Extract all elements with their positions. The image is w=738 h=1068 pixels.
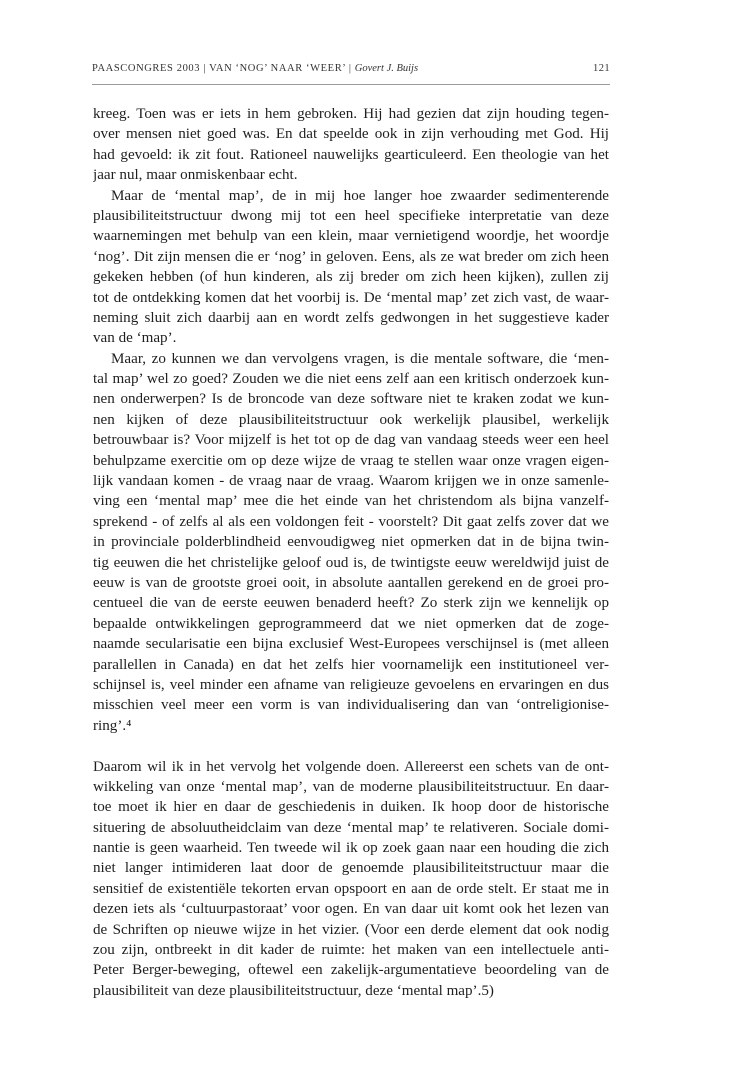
author-name: Govert J. Buijs <box>354 63 419 74</box>
text-line: naamde secularisatie een bijna exclusief West-Europees verschijnsel is (met alleen <box>93 636 609 653</box>
text-line: toe moet ik hier en daar de geschiedenis in duiken. Ik hoop door de historische <box>93 799 609 816</box>
text-line: behulpzame exercitie om op deze wijze de vraag te stellen waar onze vragen eigen- <box>93 452 609 469</box>
text-line: ‘nog’. Dit zijn mensen die er ‘nog’ in geloven. Eens, als ze wat breder om zich heen <box>93 248 609 265</box>
paragraph <box>93 186 609 349</box>
text-line: niet langer intimideren laat door de genoemde plausibiliteitstructuur maar die <box>93 860 609 877</box>
text-line: Daarom wil ik in het vervolg het volgende doen. Allereerst een schets van de ont- <box>93 758 609 775</box>
running-head-title <box>92 63 418 74</box>
text-line: sensitief de existentiële tekorten ervan opspoort en aan de orde stelt. Er staat me in <box>93 880 609 897</box>
paragraph <box>93 757 609 1002</box>
text-line: dezen iets als ‘cultuurpastoraat’ voor ogen. En van daar uit komt ook het lezen van <box>93 901 609 918</box>
paragraph <box>93 349 609 736</box>
text-line: waarnemingen met behulp van een klein, maar vernietigend woordje, het woordje <box>93 228 609 245</box>
text-line: ring’.⁴ <box>93 717 132 734</box>
text-line: jaar nul, maar onmiskenbaar echt. <box>93 167 298 184</box>
text-line: van de ‘map’. <box>93 330 177 347</box>
text-line: kreeg. Toen was er iets in hem gebroken. Hij had gezien dat zijn houding tegen- <box>93 106 609 122</box>
running-head <box>92 63 610 79</box>
text-line: zou zijn, ontbreekt in dit kader de ruimte: het maken van een intellectuele anti- <box>93 942 609 959</box>
text-line: de Schriften op nieuwe wijze in het vizier. (Voor een derde element dat ook nodig <box>93 921 609 938</box>
text-line: parallellen in Canada) en dat het zelfs hier voornamelijk een institutioneel ver- <box>93 656 609 673</box>
text-line: lijk vandaan komen - de vraag naar de vraag. Waarom krijgen we in onze samenle- <box>93 473 609 490</box>
page-number: 121 <box>593 63 610 74</box>
text-line: ving een ‘mental map’ mee die het einde van het christendom als bijna vanzelf- <box>93 493 609 510</box>
text-line: betrouwbaar is? Voor mijzelf is het tot op de dag van vandaag steeds weer een heel <box>93 432 609 449</box>
text-line: tal map’ wel zo goed? Zouden we die niet eens zelf aan een kritisch onderzoek kun- <box>93 371 609 388</box>
paragraph <box>93 104 609 186</box>
text-line: wikkeling van onze ‘mental map’, van de moderne plausibiliteitstructuur. En daar- <box>93 778 609 795</box>
paragraph-gap <box>93 736 609 756</box>
text-line: Peter Berger-beweging, oftewel een zakelijk-argumentatieve beoordeling van de <box>93 962 609 979</box>
body-text <box>93 104 609 1001</box>
text-line: over mensen niet goed was. En dat speelde ook in zijn verhouding met God. Hij <box>93 126 609 143</box>
text-line: gekeken hebben (of hun kinderen, als zij breder om zich heen kijken), zullen zij <box>93 269 609 286</box>
text-line: sprekend - of zelfs al als een voldongen feit - voorstelt? Dit gaat zelfs zover dat we <box>93 513 609 530</box>
text-line: centueel die van de eerste eeuwen benaderd heeft? Zo sterk zijn we kennelijk op <box>93 595 609 612</box>
text-line: nen kijken of deze plausibiliteitstructuur ook werkelijk plausibel, werkelijk <box>93 411 609 428</box>
text-line: nantie is geen waarheid. Ten tweede wil ik op zoek gaan naar een houding die zich <box>93 840 609 857</box>
header-rule <box>92 84 610 85</box>
text-line: schijnsel is, veel minder een afname van religieuze gevoelens en ervaringen en dus <box>93 676 609 693</box>
text-line: nen onderwerpen? Is de broncode van deze software niet te kraken zodat we kun- <box>93 391 609 408</box>
text-line: Maar de ‘mental map’, de in mij hoe langer hoe zwaarder sedimenterende <box>111 187 609 204</box>
text-line: Maar, zo kunnen we dan vervolgens vragen, is die mentale software, die ‘men- <box>111 350 609 367</box>
text-line: misschien veel meer een vorm is van individualisering dan van ‘ontreligionise- <box>93 697 609 714</box>
text-line: neming sluit zich daarbij aan en wordt zelfs gedwongen in het suggestieve kader <box>93 309 609 326</box>
text-line: had gevoeld: ik zit fout. Rationeel nauwelijks gearticuleerd. Een theologie van het <box>93 146 609 163</box>
journal-title: PAASCONGRES 2003 | VAN ‘NOG’ NAAR ‘WEER’ | <box>92 63 355 74</box>
text-line: bepaalde ontwikkelingen geprogrammeerd dat we niet opmerken dat de zoge- <box>93 615 609 632</box>
text-line: situering de absoluutheidclaim van deze ‘mental map’ te relativeren. Sociale domi- <box>93 819 609 836</box>
text-line: tot de ontdekking komen dat het voorbij is. De ‘mental map’ zet zich vast, de waar- <box>93 289 609 306</box>
text-line: in provinciale polderblindheid eenvoudigweg niet opmerken dat in de bijna twin- <box>93 534 609 551</box>
text-line: eeuw is van de grootste groei ooit, in absolute aantallen gerekend en de groei pro- <box>93 574 609 591</box>
text-line: plausibiliteitstructuur dwong mij tot een heel specifieke interpretatie van deze <box>93 207 609 224</box>
text-line: plausibiliteit van deze plausibiliteitstructuur, deze ‘mental map’.5) <box>93 982 494 999</box>
text-line: tig eeuwen die het christelijke geloof oud is, de twintigste eeuw wereldwijd juist de <box>93 554 609 571</box>
